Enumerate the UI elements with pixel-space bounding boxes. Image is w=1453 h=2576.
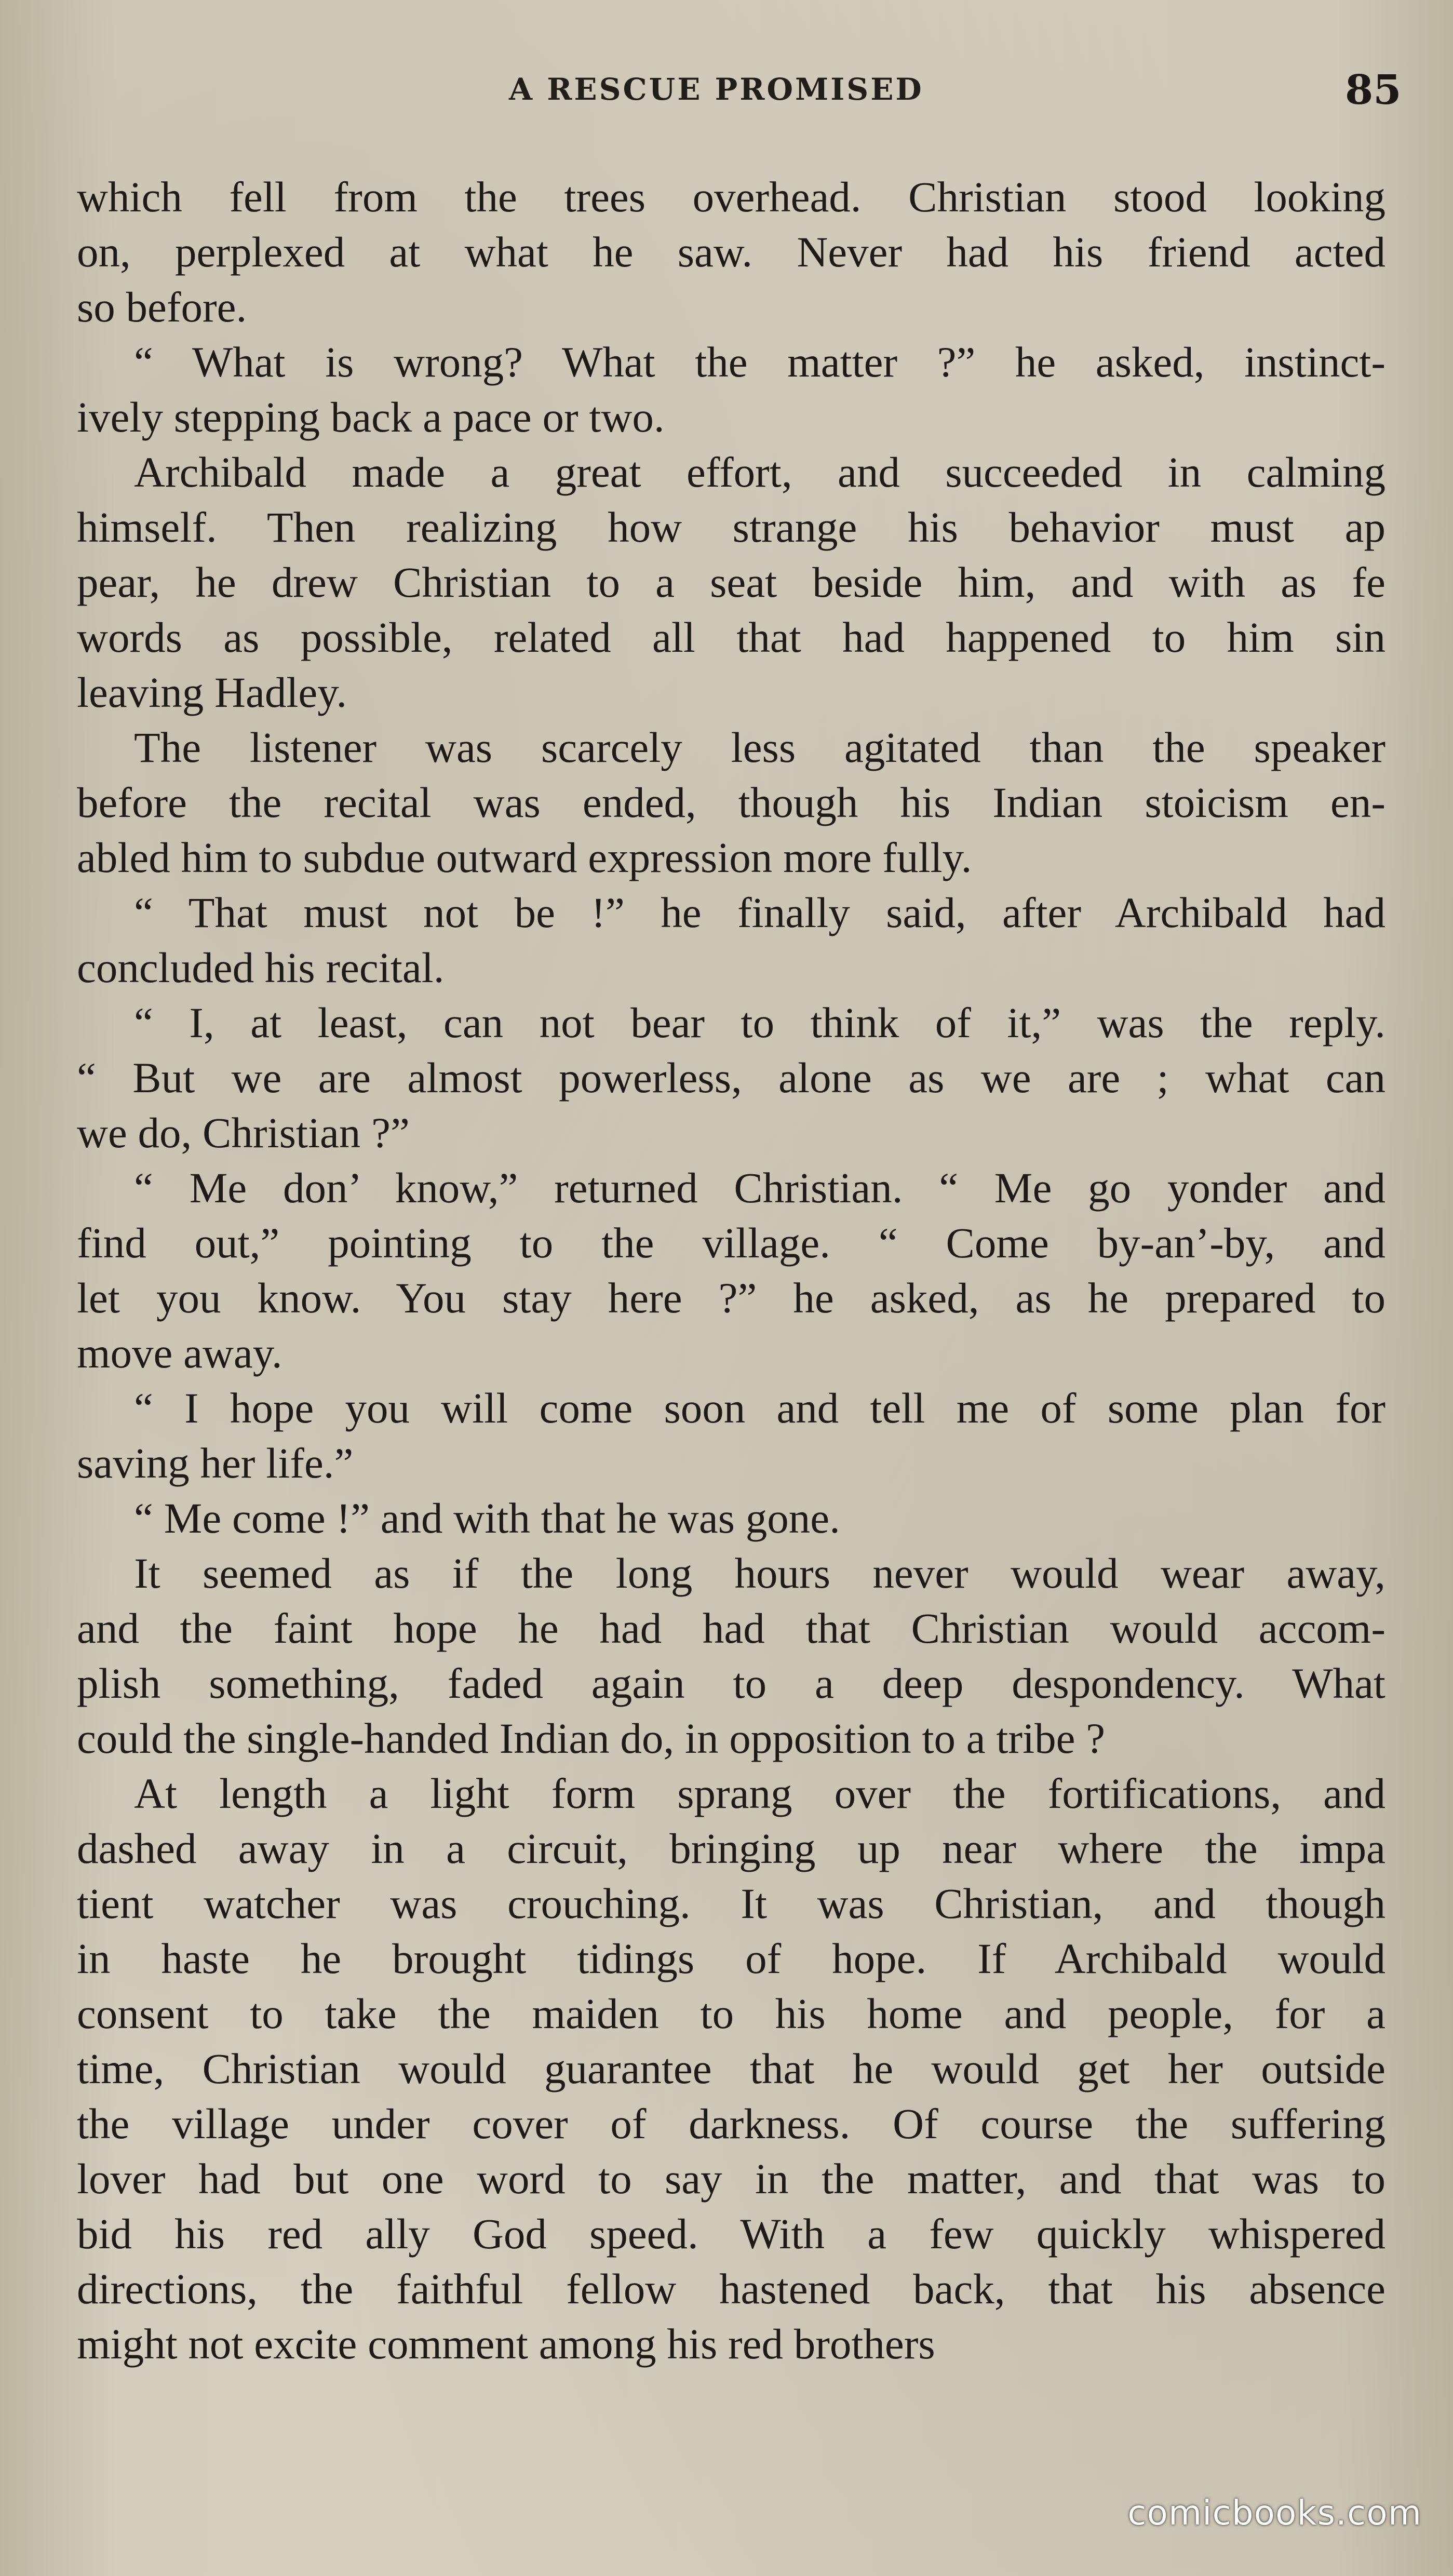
text-line: At length a light form sprang over the fortifications, and: [134, 1769, 1385, 1817]
text-line: move away.: [77, 1329, 282, 1377]
text-line: which fell from the trees overhead. Christian stood looking: [77, 173, 1385, 221]
text-line: time, Christian would guarantee that he would get her outside: [77, 2045, 1385, 2092]
text-line: consent to take the maiden to his home and people, for a: [77, 1990, 1385, 2037]
chapter-title: A RESCUE PROMISED: [509, 72, 924, 107]
text-line: and the faint hope he had had that Christian would accom-: [77, 1604, 1385, 1652]
text-line: The listener was scarcely less agitated than the speaker: [134, 723, 1385, 771]
text-line: we do, Christian ?”: [77, 1109, 410, 1157]
text-line: himself. Then realizing how strange his behavior must ap: [77, 503, 1385, 551]
text-line: pear, he drew Christian to a seat beside him, and with as fe: [77, 558, 1385, 606]
text-line: on, perplexed at what he saw. Never had his friend acted: [77, 228, 1385, 276]
text-line: tient watcher was crouching. It was Christian, and though: [77, 1880, 1385, 1927]
text-line: ively stepping back a pace or two.: [77, 393, 665, 441]
text-line: “ Me don’ know,” returned Christian. “ Me go yonder and: [134, 1164, 1385, 1212]
text-line: directions, the faithful fellow hastened back, that his absence: [77, 2265, 1385, 2313]
text-line: “ What is wrong? What the matter ?” he asked, instinct-: [134, 338, 1385, 386]
text-line: bid his red ally God speed. With a few quickly whispered: [77, 2210, 1385, 2258]
body-text: [77, 169, 1385, 2371]
text-line: “ I, at least, can not bear to think of it,” was the reply.: [134, 999, 1385, 1046]
text-line: before the recital was ended, though his Indian stoicism en-: [77, 779, 1385, 826]
text-line: could the single-handed Indian do, in opposition to a tribe ?: [77, 1714, 1106, 1762]
text-line: so before.: [77, 283, 247, 331]
text-line: words as possible, related all that had happened to him sin: [77, 613, 1385, 661]
text-line: “ Me come !” and with that he was gone.: [134, 1494, 840, 1542]
text-line: leaving Hadley.: [77, 668, 347, 716]
watermark: comicbooks.com: [1127, 2493, 1422, 2533]
text-line: It seemed as if the long hours never would wear away,: [134, 1549, 1385, 1597]
text-line: saving her life.”: [77, 1439, 354, 1487]
text-line: plish something, faded again to a deep despondency. What: [77, 1659, 1385, 1707]
text-line: concluded his recital.: [77, 944, 445, 991]
text-line: find out,” pointing to the village. “ Come by-an’-by, and: [77, 1219, 1385, 1267]
text-line: lover had but one word to say in the matter, and that was to: [77, 2155, 1385, 2203]
text-line: “ That must not be !” he finally said, after Archibald had: [134, 889, 1385, 936]
text-line: “ I hope you will come soon and tell me of some plan for: [134, 1384, 1385, 1432]
text-line: in haste he brought tidings of hope. If Archibald would: [77, 1935, 1385, 1982]
text-line: the village under cover of darkness. Of course the suffering: [77, 2100, 1385, 2148]
page-number: 85: [1345, 66, 1402, 114]
text-line: dashed away in a circuit, bringing up near where the impa: [77, 1824, 1385, 1872]
text-line: “ But we are almost powerless, alone as we are ; what can: [77, 1054, 1385, 1102]
text-line: let you know. You stay here ?” he asked, as he prepared to: [77, 1274, 1385, 1322]
text-line: abled him to subdue outward expression more fully.: [77, 834, 972, 881]
text-line: Archibald made a great effort, and succeeded in calming: [134, 448, 1385, 496]
running-head: [0, 66, 1453, 124]
text-line: might not excite comment among his red brothers: [77, 2320, 935, 2368]
